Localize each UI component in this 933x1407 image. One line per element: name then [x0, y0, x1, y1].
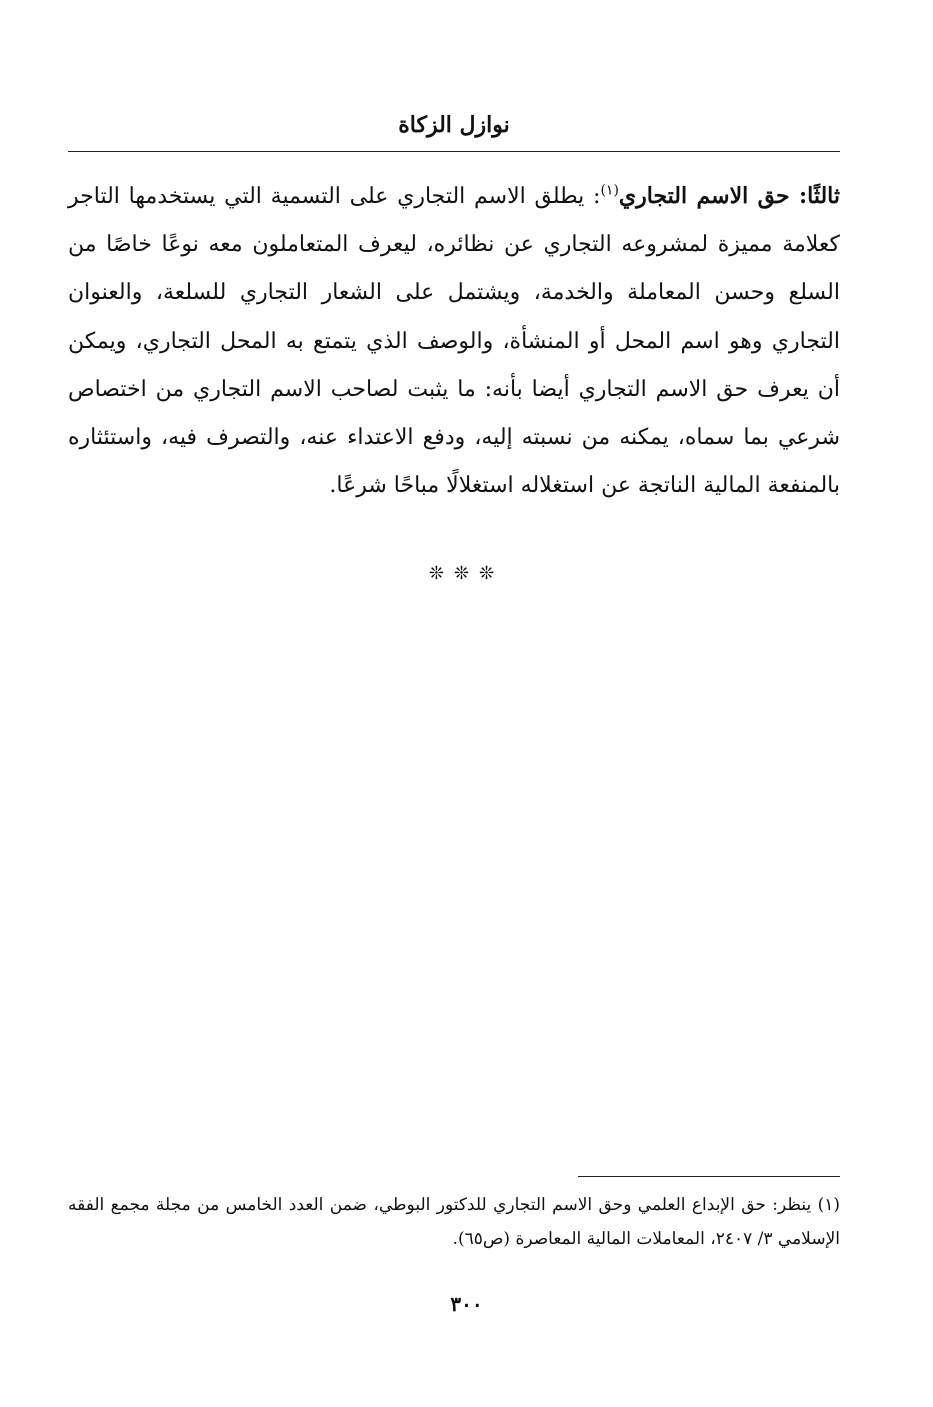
section-separator: ❊❊❊	[428, 563, 505, 584]
running-header-title: نوازل الزكاة	[398, 112, 510, 138]
footnote-reference: (١)	[600, 182, 619, 199]
paragraph-text: : يطلق الاسم التجاري على التسمية التي يستخدمها التاجر كعلامة مميزة لمشروعه التجاري عن نظائره، ليعرف المتعاملون معه نوعًا خاصًا من السلع وحسن المعاملة والخدمة، ويشتمل على الشعار التجاري للسلعة، والعنوان التجاري وهو اسم المحل أو المنشأة، والوصف الذي يتمتع به المحل التجاري، ويمكن أن يعرف حق الاسم التجاري أيضا بأنه: ما يثبت لصاحب الاسم التجاري من اختصاص شرعي بما سماه، يمكنه من نسبته إليه، ودفع الاعتداء عنه، والتصرف فيه، واستئثاره بالمنفعة المالية الناتجة عن استغلاله استغلالًا مباحًا شرعًا.	[68, 184, 840, 499]
main-paragraph	[68, 172, 840, 510]
footnote: (١) ينظر: حق الإبداع العلمي وحق الاسم التجاري للدكتور البوطي، ضمن العدد الخامس من مجلة مجمع الفقه الإسلامي ٣/ ٢٤٠٧، المعاملات المالية المعاصرة (ص٦٥).	[68, 1195, 840, 1249]
page-number: ٣٠٠	[450, 1292, 483, 1316]
header-divider	[68, 151, 840, 152]
footnote-divider	[578, 1176, 840, 1177]
section-heading: ثالثًا: حق الاسم التجاري	[618, 183, 840, 209]
